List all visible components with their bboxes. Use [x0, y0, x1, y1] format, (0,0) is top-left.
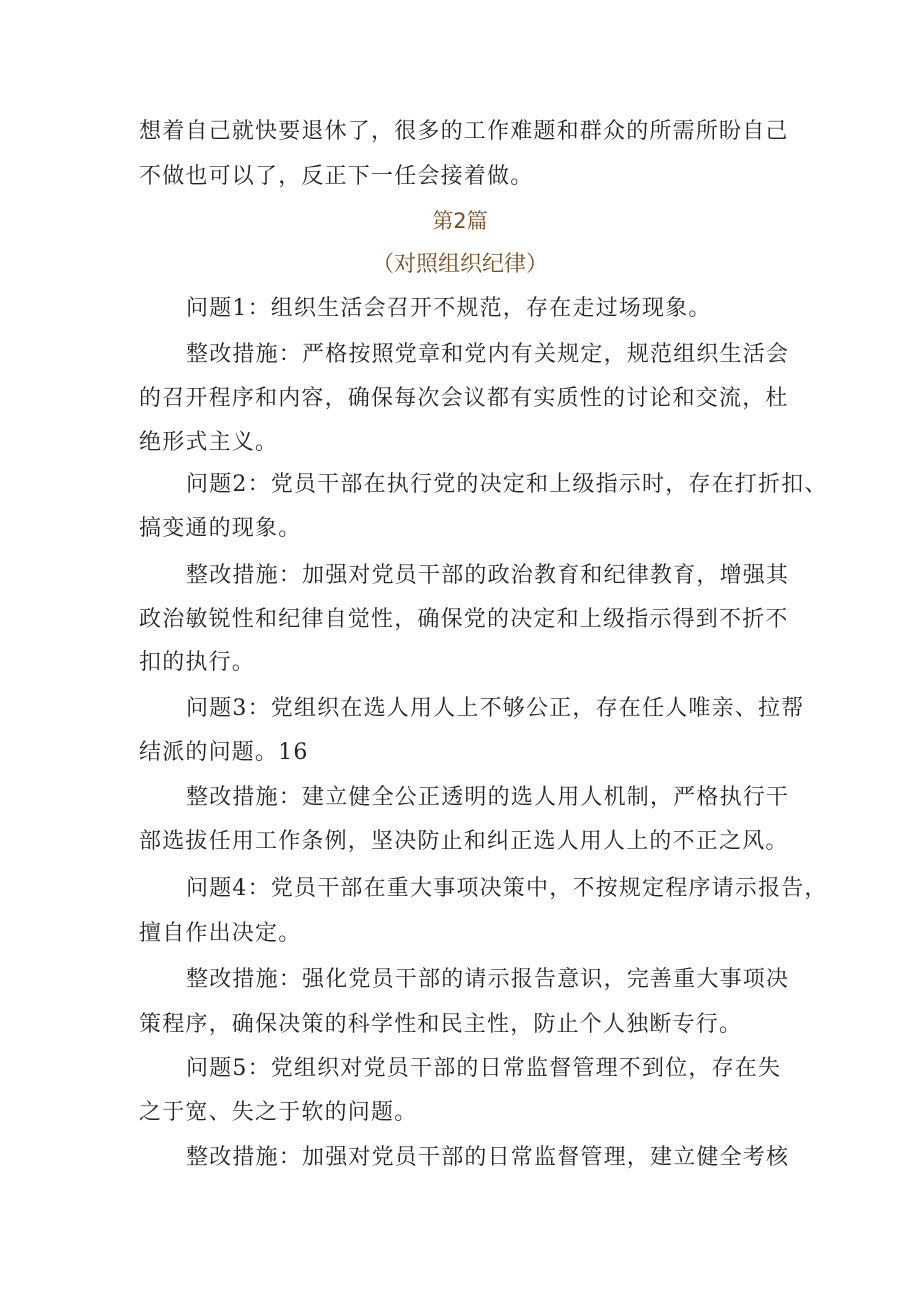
measure-line: 的召开程序和内容，确保每次会议都有实质性的讨论和交流，杜	[139, 386, 789, 411]
measure-line: 整改措施：严格按照党章和党内有关规定，规范组织生活会	[186, 342, 790, 367]
measure-line: 扣的执行。	[139, 650, 256, 675]
section-subtitle: （对照组织纪律）	[371, 252, 548, 277]
measure-line: 绝形式主义。	[139, 430, 279, 455]
problem-line: 搞变通的现象。	[139, 516, 302, 541]
measure-line: 部选拔任用工作条例，坚决防止和纠正选人用人上的不正之风。	[139, 829, 789, 854]
measure-line: 整改措施：加强对党员干部的政治教育和纪律教育，增强其	[186, 563, 790, 588]
measure-line: 整改措施：强化党员干部的请示报告意识，完善重大事项决	[186, 967, 790, 992]
problem-line: 问题4：党员干部在重大事项决策中，不按规定程序请示报告，	[186, 876, 828, 901]
measure-line: 政治敏锐性和纪律自觉性，确保党的决定和上级指示得到不折不	[139, 607, 789, 632]
problem-line: 问题3：党组织在选人用人上不够公正，存在任人唯亲、拉帮	[186, 696, 805, 721]
intro-line: 不做也可以了，反正下一任会接着做。	[139, 164, 534, 189]
problem-line: 结派的问题。16	[139, 740, 309, 765]
problem-line: 问题5：党组织对党员干部的日常监督管理不到位，存在失	[186, 1056, 782, 1081]
problem-line: 擅自作出决定。	[139, 921, 302, 946]
problem-line: 问题2：党员干部在执行党的决定和上级指示时，存在打折扣、	[186, 472, 828, 497]
problem-line: 问题1：组织生活会召开不规范，存在走过场现象。	[186, 296, 712, 321]
intro-line: 想着自己就快要退休了，很多的工作难题和群众的所需所盼自己	[139, 119, 789, 144]
problem-line: 之于宽、失之于软的问题。	[139, 1100, 418, 1125]
section-title: 第2篇	[432, 209, 488, 233]
measure-line: 策程序，确保决策的科学性和民主性，防止个人独断专行。	[139, 1012, 743, 1037]
measure-line: 整改措施：建立健全公正透明的选人用人机制，严格执行干	[186, 785, 790, 810]
measure-line: 整改措施：加强对党员干部的日常监督管理，建立健全考核	[186, 1145, 790, 1170]
